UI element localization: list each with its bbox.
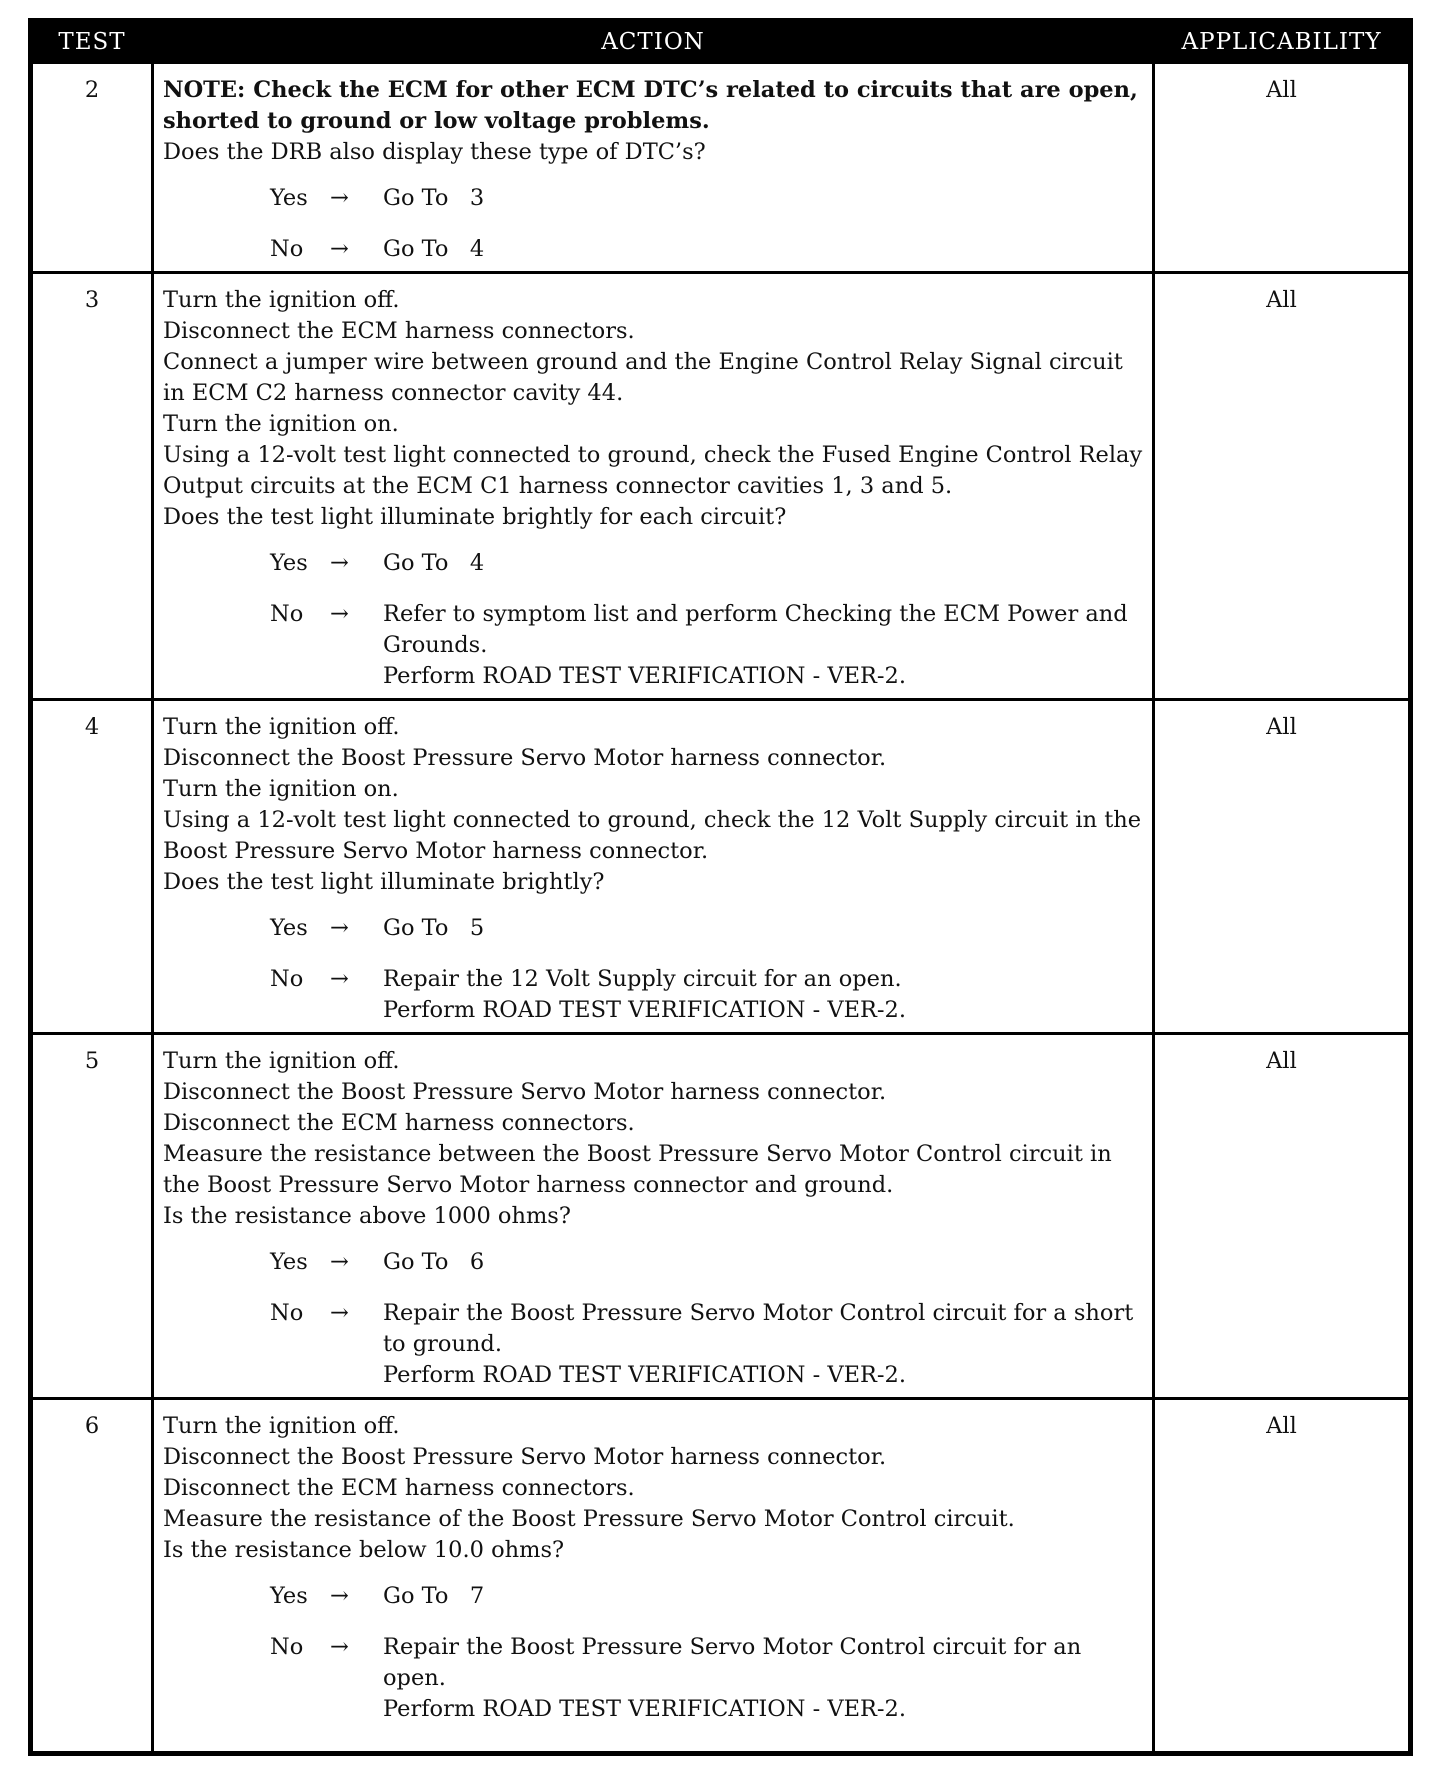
- step-text: Turn the ignition off.: [163, 1048, 400, 1074]
- no-result: Go To 4: [383, 236, 485, 262]
- arrow-right-icon: →: [330, 966, 349, 992]
- arrow-right-icon: →: [330, 1634, 349, 1660]
- question-text: Is the resistance below 10.0 ohms?: [163, 1537, 565, 1563]
- step-text: Disconnect the ECM harness connectors.: [163, 1475, 635, 1501]
- answer-no: [163, 599, 1143, 692]
- no-result: [383, 599, 1143, 692]
- arrow-right-icon: →: [330, 601, 349, 627]
- yes-result: Go To 5: [383, 915, 485, 941]
- arrow-right-icon: →: [330, 236, 349, 262]
- no-label: No: [270, 1634, 304, 1660]
- step-text: Connect a jumper wire between ground and the Engine Control Relay Signal circuit in ECM C2 harness connector cavity 44.: [163, 349, 1123, 406]
- applicability-value: All: [1154, 1399, 1411, 1754]
- action-cell: [153, 273, 1154, 700]
- no-label: No: [270, 601, 304, 627]
- answer-no: [163, 964, 1143, 1026]
- arrow-right-icon: →: [330, 185, 349, 211]
- no-result-line: Refer to symptom list and perform Checking the ECM Power and Grounds.: [383, 601, 1128, 658]
- yes-result: Go To 4: [383, 550, 485, 576]
- note-text: NOTE: Check the ECM for other ECM DTC’s related to circuits that are open, shorted to ground or low voltage problems.: [163, 77, 1138, 134]
- answer-yes: [163, 1247, 1143, 1278]
- action-cell: [153, 63, 1154, 273]
- yes-label: Yes: [270, 185, 308, 211]
- no-result: [383, 964, 1143, 1026]
- no-result-line: Repair the Boost Pressure Servo Motor Control circuit for a short to ground.: [383, 1300, 1134, 1357]
- answer-no: [163, 1632, 1143, 1725]
- yes-label: Yes: [270, 550, 308, 576]
- no-label: No: [270, 236, 304, 262]
- arrow-right-icon: →: [330, 550, 349, 576]
- answer-options: [163, 1581, 1143, 1725]
- diagnostic-test-table: [28, 18, 1413, 1756]
- action-cell: [153, 1399, 1154, 1754]
- applicability-value: All: [1154, 63, 1411, 273]
- yes-result: Go To 3: [383, 185, 485, 211]
- action-cell: [153, 700, 1154, 1034]
- step-text: Using a 12-volt test light connected to ground, check the Fused Engine Control Relay Output circuits at the ECM C1 harness connector cavities 1, 3 and 5.: [163, 442, 1143, 499]
- answer-options: [163, 913, 1143, 1026]
- step-text: Turn the ignition off.: [163, 287, 400, 313]
- table-row: [31, 63, 1411, 273]
- step-text: Measure the resistance between the Boost Pressure Servo Motor Control circuit in the Boost Pressure Servo Motor harness connector and ground.: [163, 1141, 1112, 1198]
- table-row: [31, 1399, 1411, 1754]
- answer-yes: [163, 1581, 1143, 1612]
- yes-result: Go To 6: [383, 1249, 485, 1275]
- arrow-right-icon: →: [330, 915, 349, 941]
- answer-yes: [163, 913, 1143, 944]
- header-test: TEST: [31, 21, 153, 63]
- step-text: Turn the ignition off.: [163, 714, 400, 740]
- answer-yes: [163, 548, 1143, 579]
- step-text: Disconnect the Boost Pressure Servo Motor harness connector.: [163, 1444, 887, 1470]
- arrow-right-icon: →: [330, 1583, 349, 1609]
- no-result-line: Repair the 12 Volt Supply circuit for an open.: [383, 966, 902, 992]
- yes-label: Yes: [270, 1583, 308, 1609]
- question-text: Does the test light illuminate brightly?: [163, 869, 605, 895]
- table-row: [31, 700, 1411, 1034]
- arrow-right-icon: →: [330, 1300, 349, 1326]
- test-number: 4: [31, 700, 153, 1034]
- answer-no: [163, 234, 1143, 265]
- step-text: Turn the ignition on.: [163, 776, 399, 802]
- test-number: 3: [31, 273, 153, 700]
- step-text: Measure the resistance of the Boost Pressure Servo Motor Control circuit.: [163, 1506, 1015, 1532]
- yes-label: Yes: [270, 915, 308, 941]
- applicability-value: All: [1154, 700, 1411, 1034]
- question-text: Is the resistance above 1000 ohms?: [163, 1203, 571, 1229]
- answer-options: [163, 183, 1143, 265]
- answer-no: [163, 1298, 1143, 1391]
- yes-result: Go To 7: [383, 1583, 485, 1609]
- no-result-line: Perform ROAD TEST VERIFICATION - VER-2.: [383, 997, 907, 1023]
- step-text: Disconnect the Boost Pressure Servo Motor harness connector.: [163, 1079, 887, 1105]
- no-label: No: [270, 1300, 304, 1326]
- table-row: [31, 1034, 1411, 1399]
- applicability-value: All: [1154, 1034, 1411, 1399]
- test-number: 6: [31, 1399, 153, 1754]
- step-text: Disconnect the ECM harness connectors.: [163, 1110, 635, 1136]
- table-header-row: [31, 21, 1411, 63]
- no-label: No: [270, 966, 304, 992]
- test-number: 5: [31, 1034, 153, 1399]
- answer-options: [163, 548, 1143, 692]
- step-text: Turn the ignition off.: [163, 1413, 400, 1439]
- question-text: Does the DRB also display these type of DTC’s?: [163, 139, 706, 165]
- arrow-right-icon: →: [330, 1249, 349, 1275]
- step-text: Disconnect the ECM harness connectors.: [163, 318, 635, 344]
- table-row: [31, 273, 1411, 700]
- no-result-line: Perform ROAD TEST VERIFICATION - VER-2.: [383, 1362, 907, 1388]
- answer-options: [163, 1247, 1143, 1391]
- answer-yes: [163, 183, 1143, 214]
- no-result: [383, 1298, 1143, 1391]
- step-text: Disconnect the Boost Pressure Servo Motor harness connector.: [163, 745, 887, 771]
- no-result: [383, 1632, 1143, 1725]
- header-action: ACTION: [153, 21, 1154, 63]
- applicability-value: All: [1154, 273, 1411, 700]
- no-result-line: Perform ROAD TEST VERIFICATION - VER-2.: [383, 663, 907, 689]
- yes-label: Yes: [270, 1249, 308, 1275]
- test-number: 2: [31, 63, 153, 273]
- step-text: Using a 12-volt test light connected to ground, check the 12 Volt Supply circuit in the Boost Pressure Servo Motor harness connector.: [163, 807, 1142, 864]
- question-text: Does the test light illuminate brightly for each circuit?: [163, 504, 787, 530]
- action-cell: [153, 1034, 1154, 1399]
- header-applicability: APPLICABILITY: [1154, 21, 1411, 63]
- no-result-line: Repair the Boost Pressure Servo Motor Control circuit for an open.: [383, 1634, 1082, 1691]
- no-result-line: Perform ROAD TEST VERIFICATION - VER-2.: [383, 1696, 907, 1722]
- step-text: Turn the ignition on.: [163, 411, 399, 437]
